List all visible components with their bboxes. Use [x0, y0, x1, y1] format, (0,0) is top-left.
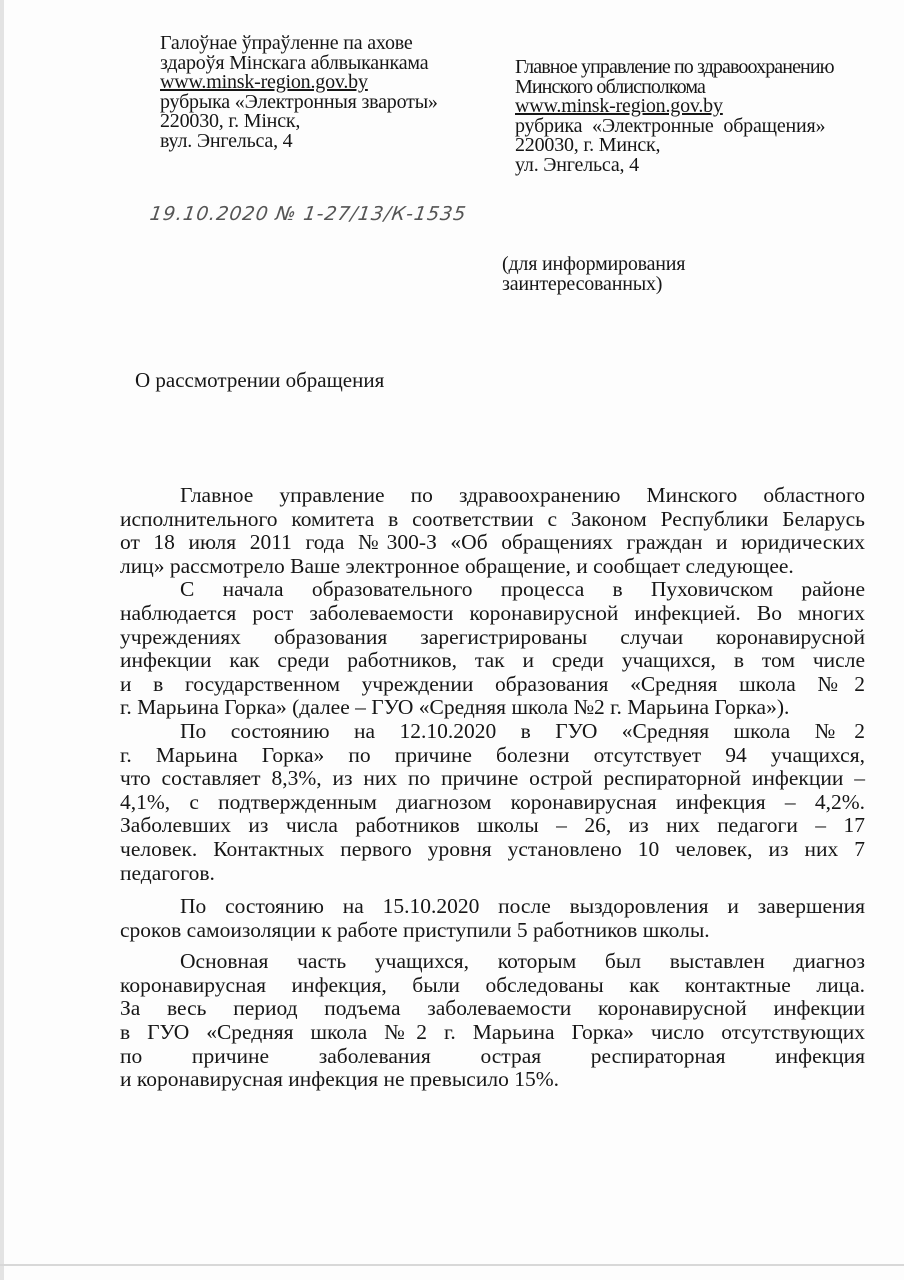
org-name-line: Галоўнае ўпраўленне па ахове	[160, 32, 413, 54]
text-line: По состоянию на 12.10.2020 в ГУО «Средняя школа №2	[180, 718, 865, 743]
text-line: что составляет 8,3%, из них по причине острой респираторной инфекции –	[120, 766, 865, 791]
header-right	[515, 58, 834, 175]
text-line: инфекции как среди работников, так и среди учащихся, в том числе	[120, 648, 865, 673]
text-line: учреждениях образования зарегистрированы случаи коронавирусной	[120, 624, 865, 649]
text-line: коронавирусная инфекция, были обследованы как контактные лица.	[120, 972, 865, 997]
text-line: по причине заболевания острая респираторная инфекция	[120, 1043, 865, 1068]
rubric: рубрыка «Электронныя звароты»	[160, 90, 438, 113]
paragraph	[120, 578, 865, 720]
text-line: По состоянию на 15.10.2020 после выздоровления и завершения	[180, 894, 865, 919]
text-line: лиц» рассмотрело Ваше электронное обращение, и сообщает следующее.	[120, 553, 794, 578]
street: ул. Энгельса, 4	[515, 153, 639, 176]
text-line: и в государственном учреждении образования «Средняя школа №2	[120, 671, 865, 696]
street: вул. Энгельса, 4	[160, 129, 293, 152]
website-link[interactable]: www.minsk-region.gov.by	[160, 71, 368, 93]
org-name-line: Главное управление по здравоохранению	[515, 56, 834, 78]
paragraph	[120, 895, 865, 942]
org-name-line: Минского облисполкома	[515, 75, 705, 98]
paragraph	[120, 720, 865, 885]
letter-body	[120, 484, 865, 1092]
text-line: в ГУО «Средняя школа №2 г. Марьина Горка» число отсутствующих	[120, 1020, 865, 1045]
text-line: исполнительного комитета в соответствии с Законом Республики Беларусь	[120, 506, 865, 531]
org-name-line: здароўя Мінскага аблвыканкама	[160, 51, 429, 74]
header-left	[160, 34, 438, 151]
addressee-line: заинтересованных)	[502, 272, 663, 295]
paragraph	[120, 950, 865, 1092]
city: 220030, г. Минск,	[515, 134, 661, 156]
city: 220030, г. Мінск,	[160, 110, 301, 132]
text-line: от 18 июля 2011 года №300-З «Об обращениях граждан и юридических	[120, 530, 865, 555]
scan-edge-bottom	[0, 1264, 904, 1266]
text-line: г. Марьина Горка» по причине болезни отсутствует 94 учащихся,	[120, 742, 865, 767]
website-link[interactable]: www.minsk-region.gov.by	[515, 95, 723, 117]
text-line: педагогов.	[120, 860, 215, 885]
text-line: За весь период подъема заболеваемости коронавирусной инфекции	[120, 996, 865, 1021]
text-line: Заболевших из числа работников школы – 26, из них педагоги – 17	[120, 813, 865, 838]
text-line: сроков самоизоляции к работе приступили 5 работников школы.	[120, 917, 710, 942]
text-line: 4,1%, с подтвержденным диагнозом коронавирусная инфекция – 4,2%.	[120, 789, 865, 814]
rubric: рубрика «Электронные обращения»	[515, 114, 826, 137]
paragraph	[120, 484, 865, 578]
text-line: наблюдается рост заболеваемости коронавирусной инфекцией. Во многих	[120, 600, 865, 625]
text-line: человек. Контактных первого уровня установлено 10 человек, из них 7	[120, 836, 865, 861]
registration-number: 19.10.2020 № 1-27/13/К-1535	[148, 203, 468, 225]
text-line: Главное управление по здравоохранению Минского областного	[180, 483, 865, 507]
text-line: и коронавирусная инфекция не превысило 15%.	[120, 1067, 559, 1092]
addressee-line: (для информирования	[502, 253, 686, 275]
text-line: г. Марьина Горка» (далее – ГУО «Средняя школа №2 г. Марьина Горка»).	[120, 695, 790, 720]
scan-edge	[0, 0, 4, 1280]
subject: О рассмотрении обращения	[135, 368, 385, 392]
text-line: С начала образовательного процесса в Пуховичском районе	[180, 577, 865, 602]
addressee	[502, 255, 685, 294]
text-line: Основная часть учащихся, которым был выставлен диагноз	[180, 949, 865, 974]
